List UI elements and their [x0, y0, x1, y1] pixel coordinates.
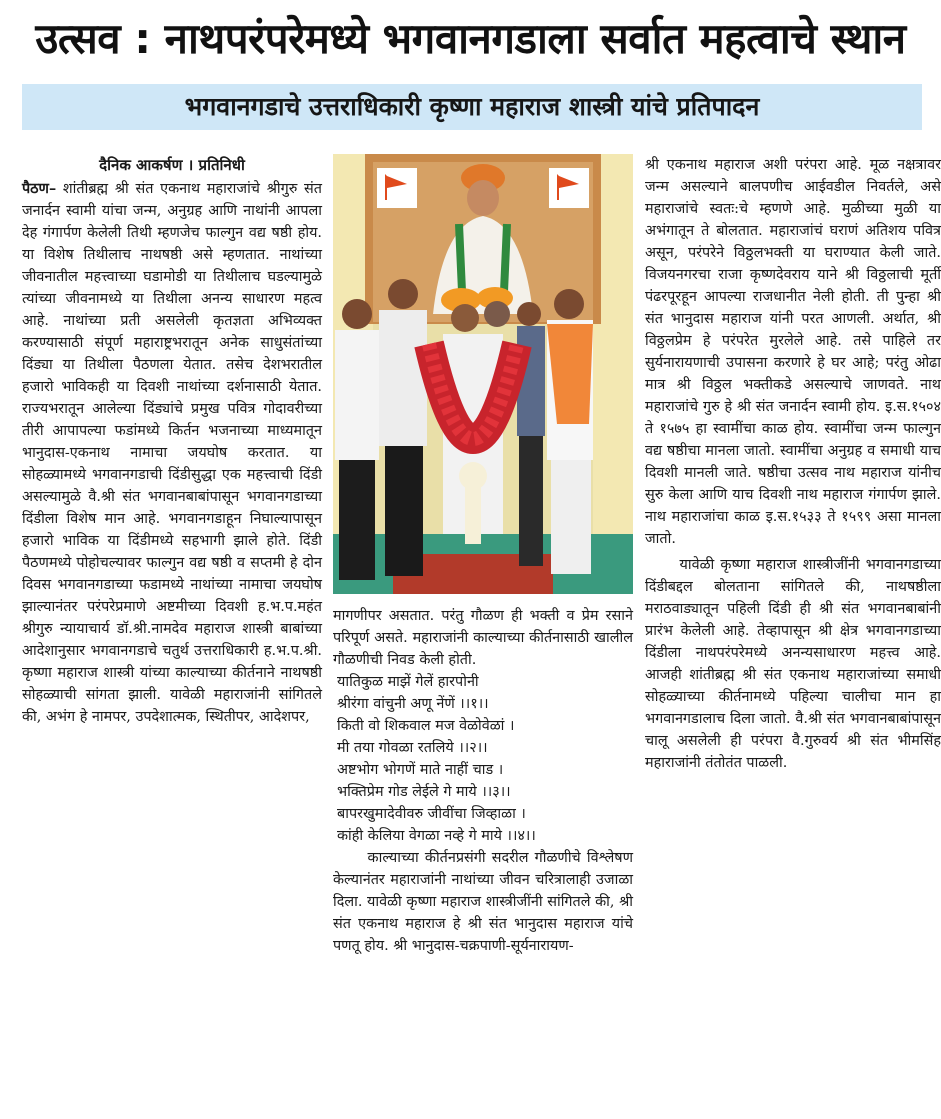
- poem-line: कांही केलिया वेगळा नव्हे गे माये ।।४।।: [337, 828, 536, 844]
- poem-block: [333, 671, 633, 847]
- headline: उत्सव : नाथपरंपरेमध्ये भगवानगडाला सर्वात महत्वाचे स्थान: [35, 14, 906, 63]
- col3-paragraph-1: श्री एकनाथ महाराज अशी परंपरा आहे. मूळ नक्षत्रावर जन्म असल्याने बालपणीच आईवडील निवर्तले, असे महाराजांचे स्वतः:चे म्हणणे आहे. मुळीच्या मुळी या अभंगातून ते बोलतात. महाराजांचं घराणं अतिशय पवित्र असून, परंपरेने विठ्ठलभक्ती या घराण्यात केली जाते. विजयनगरचा राजा कृष्णदेवराय याने श्री विठ्ठलाची मूर्ती पंढरपूरहून आपल्या राजधानीत नेली होती. ती पुन्हा श्री संत भानुदास महाराज यांनी परत आणली. अर्थात, श्री विठ्ठलप्रेम हे परंपरेत मुरलेले आहे. तसे पाहिले तर सुर्यनारायणाची उपासना करणारे हे घर आहे; परंतु ओढा मात्र श्री विठ्ठल भक्तीकडे असल्याचे जाणवते. नाथ महाराजांचे गुरु हे श्री संत जनार्दन स्वामी होय. इ.स.१५०४ ते १५७५ हा स्वामींचा काळ होय. स्वामींचा जन्म फाल्गुन वद्य षष्ठीचा मानला जातो. स्वामींचा अनुग्रह व समाधी याच दिवशी मानली जाते. षष्ठीचा उत्सव नाथ महाराज यांनीच सुरु केला आणि याच दिवशी नाथ महाराज गंगार्पण झाले. नाथ महाराजांचा काळ इ.स.१५३३ ते १५९९ असा मानला जातो.: [645, 157, 941, 547]
- article-column-1: [22, 154, 322, 728]
- col1-paragraph: [22, 178, 322, 728]
- col2-paragraph-1: मागणीपर असतात. परंतु गौळण ही भक्ती व प्रेम रसाने परिपूर्ण असते. महाराजांनी काल्याच्या कीर्तनासाठी खालील गौळणीची निवड केली होती.: [333, 608, 633, 668]
- byline: दैनिक आकर्षण । प्रतिनिधी: [99, 156, 245, 174]
- col3-paragraph-2: यावेळी कृष्णा महाराज शास्त्रीजींनी भगवानगडाच्या दिंडीबद्दल बोलताना सांगितले की, नाथषष्ठीला मराठवाड्यातून पहिली दिंडी ही श्री संत भगवानबाबांनी प्रारंभ केलेली आहे. तेव्हापासून श्री क्षेत्र भगवानगडाच्या दिंडीला नाथपरंपरेमध्ये अनन्यसाधारण महत्त्व आहे. आजही शांतीब्रह्म श्री संत एकनाथ महाराजांच्या समाधी सोहळ्याच्या कीर्तनामध्ये पहिल्या चालीचा मान हा भगवानगडालाच दिला जातो. वै.श्री संत भगवानबाबांपासून चालू असलेली ही परंपरा वै.गुरुवर्य श्री संत भीमसिंह महाराजांनी तंतोतंत पाळली.: [645, 557, 941, 771]
- article-photo: [333, 154, 633, 594]
- subheadline-band: भगवानगडाचे उत्तराधिकारी कृष्णा महाराज शास्त्री यांचे प्रतिपादन: [22, 84, 922, 130]
- dateline: पैठण–: [22, 180, 57, 197]
- poem-line: मी तया गोवळा रतलिये ।।२।।: [337, 740, 488, 756]
- article-column-3: [645, 154, 941, 774]
- col1-text: शांतीब्रह्म श्री संत एकनाथ महाराजांचे श्रीगुरु संत जनार्दन स्वामी यांचा जन्म, अनुग्रह आणि नाथांनी आपला देह गंगार्पण केलेली तिथी म्हणजेच फाल्गुन वद्य षष्ठी होय. या विशेष तिथीलाच नाथषष्ठी असे म्हणतात. नाथांच्या जीवनातील महत्त्वाच्या घडामोडी या तिथीलाच घडल्यामुळे त्यांच्या जीवनामध्ये या तिथीला अनन्य साधारण महत्व आहे. नाथांच्या प्रती असलेली कृतज्ञता अभिव्यक्त करण्यासाठी संपूर्ण महाराष्ट्रभरातून अनेक साधुसंतांच्या दिंड्या या तिथीला पैठणला येतात. तसेच देशभरातील हजारो भाविकही या दिवशी नाथांच्या दर्शनासाठी येतात. राज्यभरातून आलेल्या दिंड्यांचे प्रमुख पवित्र गोदावरीच्या तीरी आपापल्या फडांमध्ये किर्तन भजनाच्या माध्यमातून भानुदास-एकनाथ नामाचा जयघोष करतात. या सोहळ्यामध्ये भगवानगडाची दिंडीसुद्धा एक महत्त्वाची दिंडी असल्यामुळे वै.श्री संत भगवानबाबांपासून भगवानगडाच्या दिंडीला विशेष मान आहे. भगवानगडाहून निघाल्यापासून हजारो भाविक या दिंडीमध्ये सहभागी झाले होते. दिंडी पैठणमध्ये पोहोचल्यावर फाल्गुन वद्य षष्ठी व सप्तमी हे दोन दिवस भगवानगडाच्या फडामध्ये नाथांच्या नामाचा जयघोष झाल्यानंतर परंपरेप्रमाणे अष्टमीच्या दिवशी ह.भ.प.महंत श्रीगुरु न्यायाचार्य डॉ.श्री.नामदेव महाराज शास्त्री बाबांच्या आदेशानुसार भगवानगडाचे चतुर्थ उत्तराधिकारी ह.भ.प.श्री. कृष्णा महाराज शास्त्री यांच्या काल्याच्या कीर्तनाने नाथषष्ठी सोहळ्याची सांगता झाली. यावेळी महाराजांनी सांगितले की, अभंग हे नामपर, उपदेशात्मक, स्थितीपर, आदेशपर,: [22, 181, 322, 725]
- poem-line: यातिकुळ माझें गेलें हारपोनी: [337, 674, 479, 690]
- poem-line: बापरखुमादेवीवरु जीवींचा जिव्हाळा ।: [337, 806, 526, 822]
- poem-line: किती वो शिकवाल मज वेळोवेळां ।: [337, 718, 515, 734]
- photo-illustration: [333, 154, 633, 594]
- article-column-2: [333, 605, 633, 957]
- poem-line: अष्टभोग भोगणें माते नाहीं चाड ।: [337, 762, 504, 778]
- col2-paragraph-2: काल्याच्या कीर्तनप्रसंगी सदरील गौळणीचे विश्लेषण केल्यानंतर महाराजांनी नाथांच्या जीवन चरित्रालाही उजाळा दिला. यावेळी कृष्णा महाराज शास्त्रीजींनी सांगितले की, श्री संत एकनाथ महाराज हे श्री संत भानुदास महाराज यांचे पणतू होय. श्री भानुदास-चक्रपाणी-सूर्यनारायण-: [333, 850, 633, 954]
- poem-line: श्रीरंगा वांचुनी अणू नेंणें ।।१।।: [337, 696, 489, 712]
- poem-line: भक्तिप्रेम गोड लेईले गे माये ।।३।।: [337, 784, 511, 800]
